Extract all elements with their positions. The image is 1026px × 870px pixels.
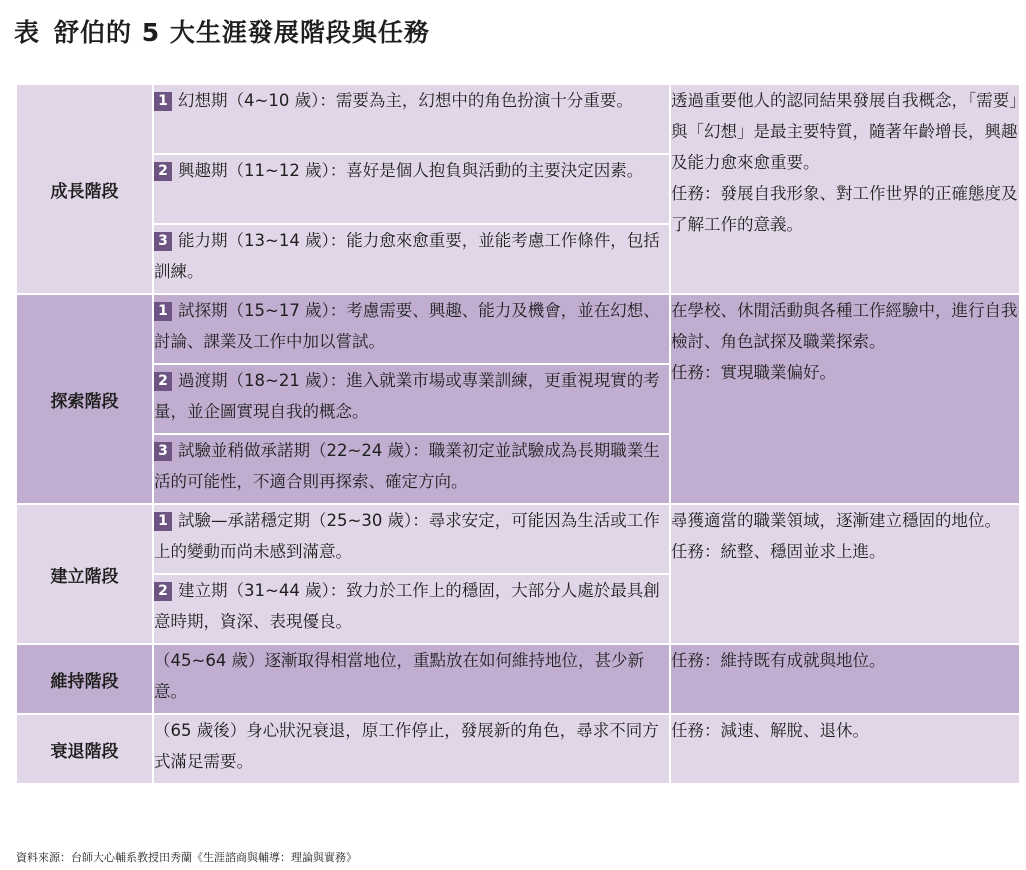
page-title (14, 13, 430, 49)
substage-text: 過渡期（18~21 歲）：進入就業市場或專業訓練，更重視現實的考量，並企圖實現自我的概念。 (154, 371, 660, 421)
stage-name: 維持階段 (16, 644, 153, 714)
stage-description-cell (670, 294, 1020, 504)
table-row (16, 714, 1020, 784)
stage-description-cell (670, 84, 1020, 294)
substage-cell (153, 364, 670, 434)
stage-name: 建立階段 (16, 504, 153, 644)
source-footnote: 資料來源：台師大心輔系教授田秀蘭《生涯諮商與輔導：理論與實務》 (16, 851, 357, 864)
substage-cell (153, 224, 670, 294)
stage-task: 任務：統整、穩固並求上進。 (671, 542, 886, 561)
table-row (16, 644, 1020, 714)
substage-cell (153, 294, 670, 364)
stage-description: 在學校、休閒活動與各種工作經驗中，進行自我檢討、角色試探及職業探索。 (671, 301, 1018, 351)
substage-cell (153, 504, 670, 574)
substage-number: 1 (154, 512, 172, 531)
table-row (16, 294, 1020, 364)
substage-number: 1 (154, 92, 172, 111)
stage-description: 透過重要他人的認同結果發展自我概念，「需要」與「幻想」是最主要特質，隨著年齡增長，興趣及能力愈來愈重要。 (671, 91, 1018, 172)
substage-number: 3 (154, 232, 172, 251)
substage-text: 試驗—承諾穩定期（25~30 歲）：尋求安定，可能因為生活或工作上的變動而尚未感到滿意。 (154, 511, 660, 561)
stage-task: 任務：減速、解脫、退休。 (670, 714, 1020, 784)
substage-text: 興趣期（11~12 歲）：喜好是個人抱負與活動的主要決定因素。 (178, 161, 644, 180)
title-prefix: 表 (14, 18, 41, 47)
career-stages-table (15, 83, 1021, 785)
substage-number: 3 (154, 442, 172, 461)
substage-text: 建立期（31~44 歲）：致力於工作上的穩固，大部分人處於最具創意時期，資深、表現優良。 (154, 581, 660, 631)
substage-number: 2 (154, 162, 172, 181)
table-row (16, 84, 1020, 154)
stage-name: 成長階段 (16, 84, 153, 294)
substage-cell (153, 574, 670, 644)
substage-cell (153, 84, 670, 154)
stage-content: （65 歲後）身心狀況衰退，原工作停止，發展新的角色，尋求不同方式滿足需要。 (153, 714, 670, 784)
substage-number: 1 (154, 302, 172, 321)
stage-name: 探索階段 (16, 294, 153, 504)
stage-task: 任務：實現職業偏好。 (671, 363, 836, 382)
substage-cell (153, 154, 670, 224)
substage-text: 幻想期（4~10 歲）：需要為主，幻想中的角色扮演十分重要。 (178, 91, 633, 110)
stage-task: 任務：發展自我形象、對工作世界的正確態度及了解工作的意義。 (671, 184, 1018, 234)
table-row (16, 504, 1020, 574)
substage-number: 2 (154, 582, 172, 601)
substage-cell (153, 434, 670, 504)
stage-description-cell (670, 504, 1020, 644)
substage-text: 能力期（13~14 歲）：能力愈來愈重要，並能考慮工作條件，包括訓練。 (154, 231, 660, 281)
substage-text: 試探期（15~17 歲）：考慮需要、興趣、能力及機會，並在幻想、討論、課業及工作中加以嘗試。 (154, 301, 660, 351)
stage-content: （45~64 歲）逐漸取得相當地位，重點放在如何維持地位，甚少新意。 (153, 644, 670, 714)
substage-text: 試驗並稍做承諾期（22~24 歲）：職業初定並試驗成為長期職業生活的可能性，不適合則再探索、確定方向。 (154, 441, 660, 491)
stage-name: 衰退階段 (16, 714, 153, 784)
substage-number: 2 (154, 372, 172, 391)
title-text: 舒伯的 5 大生涯發展階段與任務 (54, 18, 430, 47)
stage-task: 任務：維持既有成就與地位。 (670, 644, 1020, 714)
stage-description: 尋獲適當的職業領域，逐漸建立穩固的地位。 (671, 511, 1001, 530)
